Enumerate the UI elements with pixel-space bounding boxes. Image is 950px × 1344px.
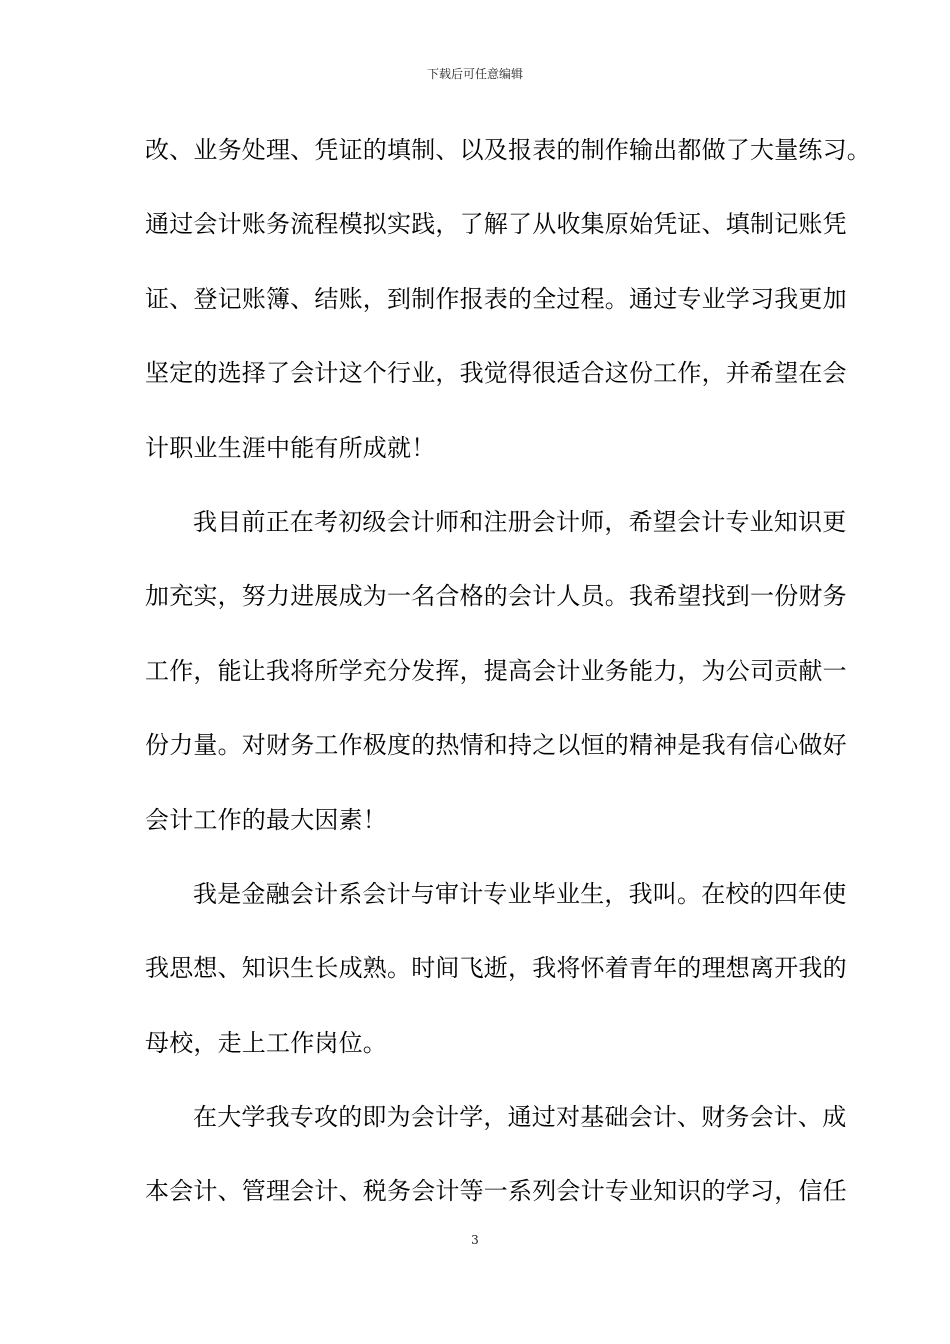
text-line: 工作，能让我将所学充分发挥，提高会计业务能力，为公司贡献一 [145,656,847,685]
text-line: 计职业生涯中能有所成就！ [145,433,436,462]
document-body [145,134,871,1250]
text-line: 本会计、管理会计、税务会计等一系列会计专业知识的学习，信任 [145,1177,847,1206]
page-header: 下载后可任意编辑 [426,67,523,81]
text-line: 会计工作的最大因素！ [145,805,387,834]
text-line: 加充实，努力进展成为一名合格的会计人员。我希望找到一份财务 [145,582,847,611]
text-line: 改、业务处理、凭证的填制、以及报表的制作输出都做了大量练习。 [145,136,871,164]
paragraph-first-line: 在大学我专攻的即为会计学，通过对基础会计、财务会计、成 [193,1103,847,1132]
text-line: 份力量。对财务工作极度的热情和持之以恒的精神是我有信心做好 [145,731,847,760]
paragraph-first-line: 我目前正在考初级会计师和注册会计师，希望会计专业知识更 [193,507,847,536]
text-line: 证、登记账簿、结账，到制作报表的全过程。通过专业学习我更加 [145,284,847,313]
paragraph-first-line: 我是金融会计系会计与审计专业毕业生，我叫。在校的四年使 [193,879,847,908]
page-number: 3 [471,1233,479,1247]
text-line: 母校，走上工作岗位。 [145,1028,387,1057]
text-line: 通过会计账务流程模拟实践，了解了从收集原始凭证、填制记账凭 [145,210,847,239]
text-line: 坚定的选择了会计这个行业，我觉得很适合这份工作，并希望在会 [145,359,847,388]
text-line: 我思想、知识生长成熟。时间飞逝，我将怀着青年的理想离开我的 [145,954,847,983]
